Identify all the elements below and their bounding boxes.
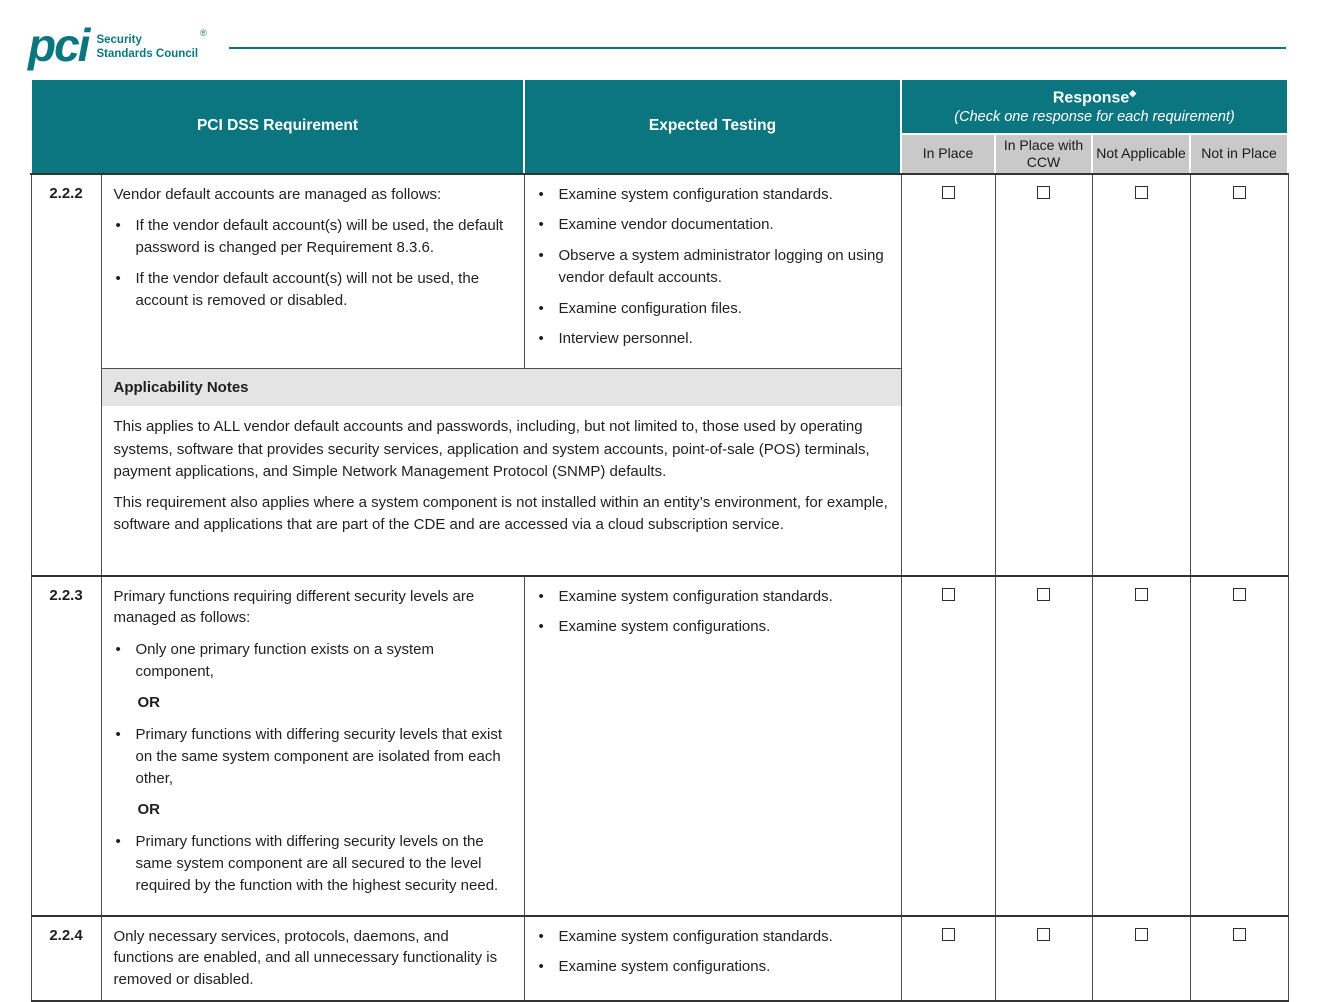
bullet-dot-icon: • xyxy=(538,330,544,348)
table-row xyxy=(31,576,1288,916)
requirement-bullet xyxy=(114,831,512,896)
checkbox-2-2-3-not-applicable[interactable] xyxy=(1135,588,1148,601)
response-cell xyxy=(995,174,1092,576)
testing-cell-2-2-3 xyxy=(524,576,901,916)
response-title-text: Response xyxy=(1052,89,1130,107)
bullet-text: Primary functions with differing security levels on the same system component are all secured to the level required by the function with the highest security need. xyxy=(135,833,499,894)
checkbox-2-2-4-not-applicable[interactable] xyxy=(1135,928,1148,941)
response-cell xyxy=(995,576,1092,916)
col-header-in-place: In Place xyxy=(901,134,995,174)
testing-bullet xyxy=(537,926,889,948)
col-header-testing: Expected Testing xyxy=(524,79,901,174)
tagline-line2: Standards Council xyxy=(96,48,199,60)
or-connector: OR xyxy=(137,800,160,818)
bullet-dot-icon: • xyxy=(538,587,544,605)
testing-bullet xyxy=(537,245,889,289)
req-number-2-2-2: 2.2.2 xyxy=(31,174,101,576)
bullet-text: Examine system configurations. xyxy=(558,618,771,636)
checkbox-2-2-4-in-place[interactable] xyxy=(942,928,955,941)
testing-bullet xyxy=(537,184,889,206)
checkbox-2-2-3-in-place-with-ccw[interactable] xyxy=(1037,588,1050,601)
table-row xyxy=(31,916,1288,1001)
response-footnote-marker: ◆ xyxy=(1129,87,1137,98)
requirement-cell-2-2-4 xyxy=(101,916,524,1001)
applicability-paragraph: This applies to ALL vendor default accounts and passwords, including, but not limited to, those used by operating systems, software that provides security services, application and system accounts, point-of-sale (POS) terminals, payment applications, and Simple Network Management Protocol (SNMP) defaults. xyxy=(113,418,870,481)
bullet-text: Interview personnel. xyxy=(558,330,693,348)
requirement-text: Only necessary services, protocols, daemons, and functions are enabled, and all unnecessary functionality is removed or disabled. xyxy=(113,927,498,989)
bullet-text: Only one primary function exists on a system component, xyxy=(135,641,434,680)
testing-bullet xyxy=(537,956,889,978)
bullet-text: Examine configuration files. xyxy=(558,299,742,317)
masthead xyxy=(0,0,1338,78)
bullet-text: Primary functions with differing security levels that exist on the same system component are isolated from each other, xyxy=(135,726,503,787)
response-subtitle: (Check one response for each requirement) xyxy=(954,109,1235,126)
bullet-text: Examine system configuration standards. xyxy=(558,927,833,945)
bullet-dot-icon: • xyxy=(538,927,544,945)
response-cell xyxy=(901,174,995,576)
response-cell xyxy=(1092,174,1190,576)
bullet-dot-icon: • xyxy=(538,618,544,636)
response-cell xyxy=(1190,576,1288,916)
header-divider-line xyxy=(229,47,1286,49)
testing-bullet xyxy=(537,328,889,350)
req-number-2-2-4: 2.2.4 xyxy=(31,916,101,1001)
testing-bullet xyxy=(537,298,889,320)
bullet-text: If the vendor default account(s) will be used, the default password is changed per Requirement 8.3.6. xyxy=(135,217,504,257)
table-row xyxy=(31,174,1288,369)
response-cell xyxy=(1092,916,1190,1001)
bullet-text: If the vendor default account(s) will not be used, the account is removed or disabled. xyxy=(135,269,480,309)
bullet-dot-icon: • xyxy=(115,641,121,659)
bullet-text: Examine vendor documentation. xyxy=(558,216,774,234)
bullet-dot-icon: • xyxy=(115,269,121,287)
response-cell xyxy=(1190,174,1288,576)
bullet-text: Examine system configuration standards. xyxy=(558,587,833,605)
requirement-cell-2-2-3 xyxy=(101,576,524,916)
requirement-bullet xyxy=(114,268,512,312)
pci-logo-text: pci xyxy=(28,19,89,71)
bullet-dot-icon: • xyxy=(115,833,121,851)
bullet-dot-icon: • xyxy=(538,216,544,234)
testing-cell-2-2-4 xyxy=(524,916,901,1001)
col-header-not-applicable: Not Applicable xyxy=(1092,134,1190,174)
tagline-line1: Security xyxy=(96,34,142,47)
bullet-dot-icon: • xyxy=(115,726,121,744)
testing-cell-2-2-2 xyxy=(524,174,901,369)
requirement-intro: Vendor default accounts are managed as follows: xyxy=(113,185,442,203)
bullet-dot-icon: • xyxy=(115,217,121,235)
response-title xyxy=(903,88,1286,107)
registered-mark-icon: ® xyxy=(200,28,207,38)
or-connector: OR xyxy=(137,693,160,711)
checkbox-2-2-2-not-applicable[interactable] xyxy=(1135,186,1148,199)
applicability-paragraph: This requirement also applies where a system component is not installed within an entity’s environment, for example, software and applications that are part of the CDE and are accessed via a cloud subscription service. xyxy=(113,493,888,534)
requirements-table xyxy=(30,78,1289,1002)
col-header-response xyxy=(901,79,1288,134)
requirement-bullet xyxy=(114,724,512,789)
testing-bullet xyxy=(537,214,889,236)
bullet-dot-icon: • xyxy=(538,958,544,976)
testing-bullet xyxy=(537,586,889,608)
bullet-text: Observe a system administrator logging on using vendor default accounts. xyxy=(558,247,884,286)
requirement-bullet xyxy=(114,639,512,683)
applicability-notes-body xyxy=(102,406,901,551)
pci-logo xyxy=(28,19,207,71)
checkbox-2-2-4-not-in-place[interactable] xyxy=(1233,928,1246,941)
checkbox-2-2-3-in-place[interactable] xyxy=(942,588,955,601)
checkbox-2-2-2-in-place[interactable] xyxy=(942,186,955,199)
pci-logo-tagline xyxy=(96,34,198,62)
bullet-dot-icon: • xyxy=(538,247,544,265)
response-cell xyxy=(1092,576,1190,916)
requirement-cell-2-2-2 xyxy=(101,174,524,369)
checkbox-2-2-4-in-place-with-ccw[interactable] xyxy=(1037,928,1050,941)
applicability-notes-title: Applicability Notes xyxy=(102,369,901,406)
testing-bullet xyxy=(537,616,889,638)
checkbox-2-2-2-in-place-with-ccw[interactable] xyxy=(1037,186,1050,199)
checkbox-2-2-3-not-in-place[interactable] xyxy=(1233,588,1246,601)
response-cell xyxy=(901,576,995,916)
response-cell xyxy=(995,916,1092,1001)
col-header-not-in-place: Not in Place xyxy=(1190,134,1288,174)
response-cell xyxy=(901,916,995,1001)
checkbox-2-2-2-not-in-place[interactable] xyxy=(1233,186,1246,199)
requirement-intro: Primary functions requiring different security levels are managed as follows: xyxy=(113,587,475,627)
applicability-notes-cell xyxy=(101,369,901,576)
bullet-text: Examine system configuration standards. xyxy=(558,185,833,203)
requirement-bullet xyxy=(114,215,512,259)
col-header-requirement: PCI DSS Requirement xyxy=(31,79,524,174)
response-cell xyxy=(1190,916,1288,1001)
req-number-2-2-3: 2.2.3 xyxy=(31,576,101,916)
col-header-in-place-with-ccw: In Place with CCW xyxy=(995,134,1092,174)
bullet-dot-icon: • xyxy=(538,299,544,317)
bullet-text: Examine system configurations. xyxy=(558,958,771,976)
bullet-dot-icon: • xyxy=(538,185,544,203)
